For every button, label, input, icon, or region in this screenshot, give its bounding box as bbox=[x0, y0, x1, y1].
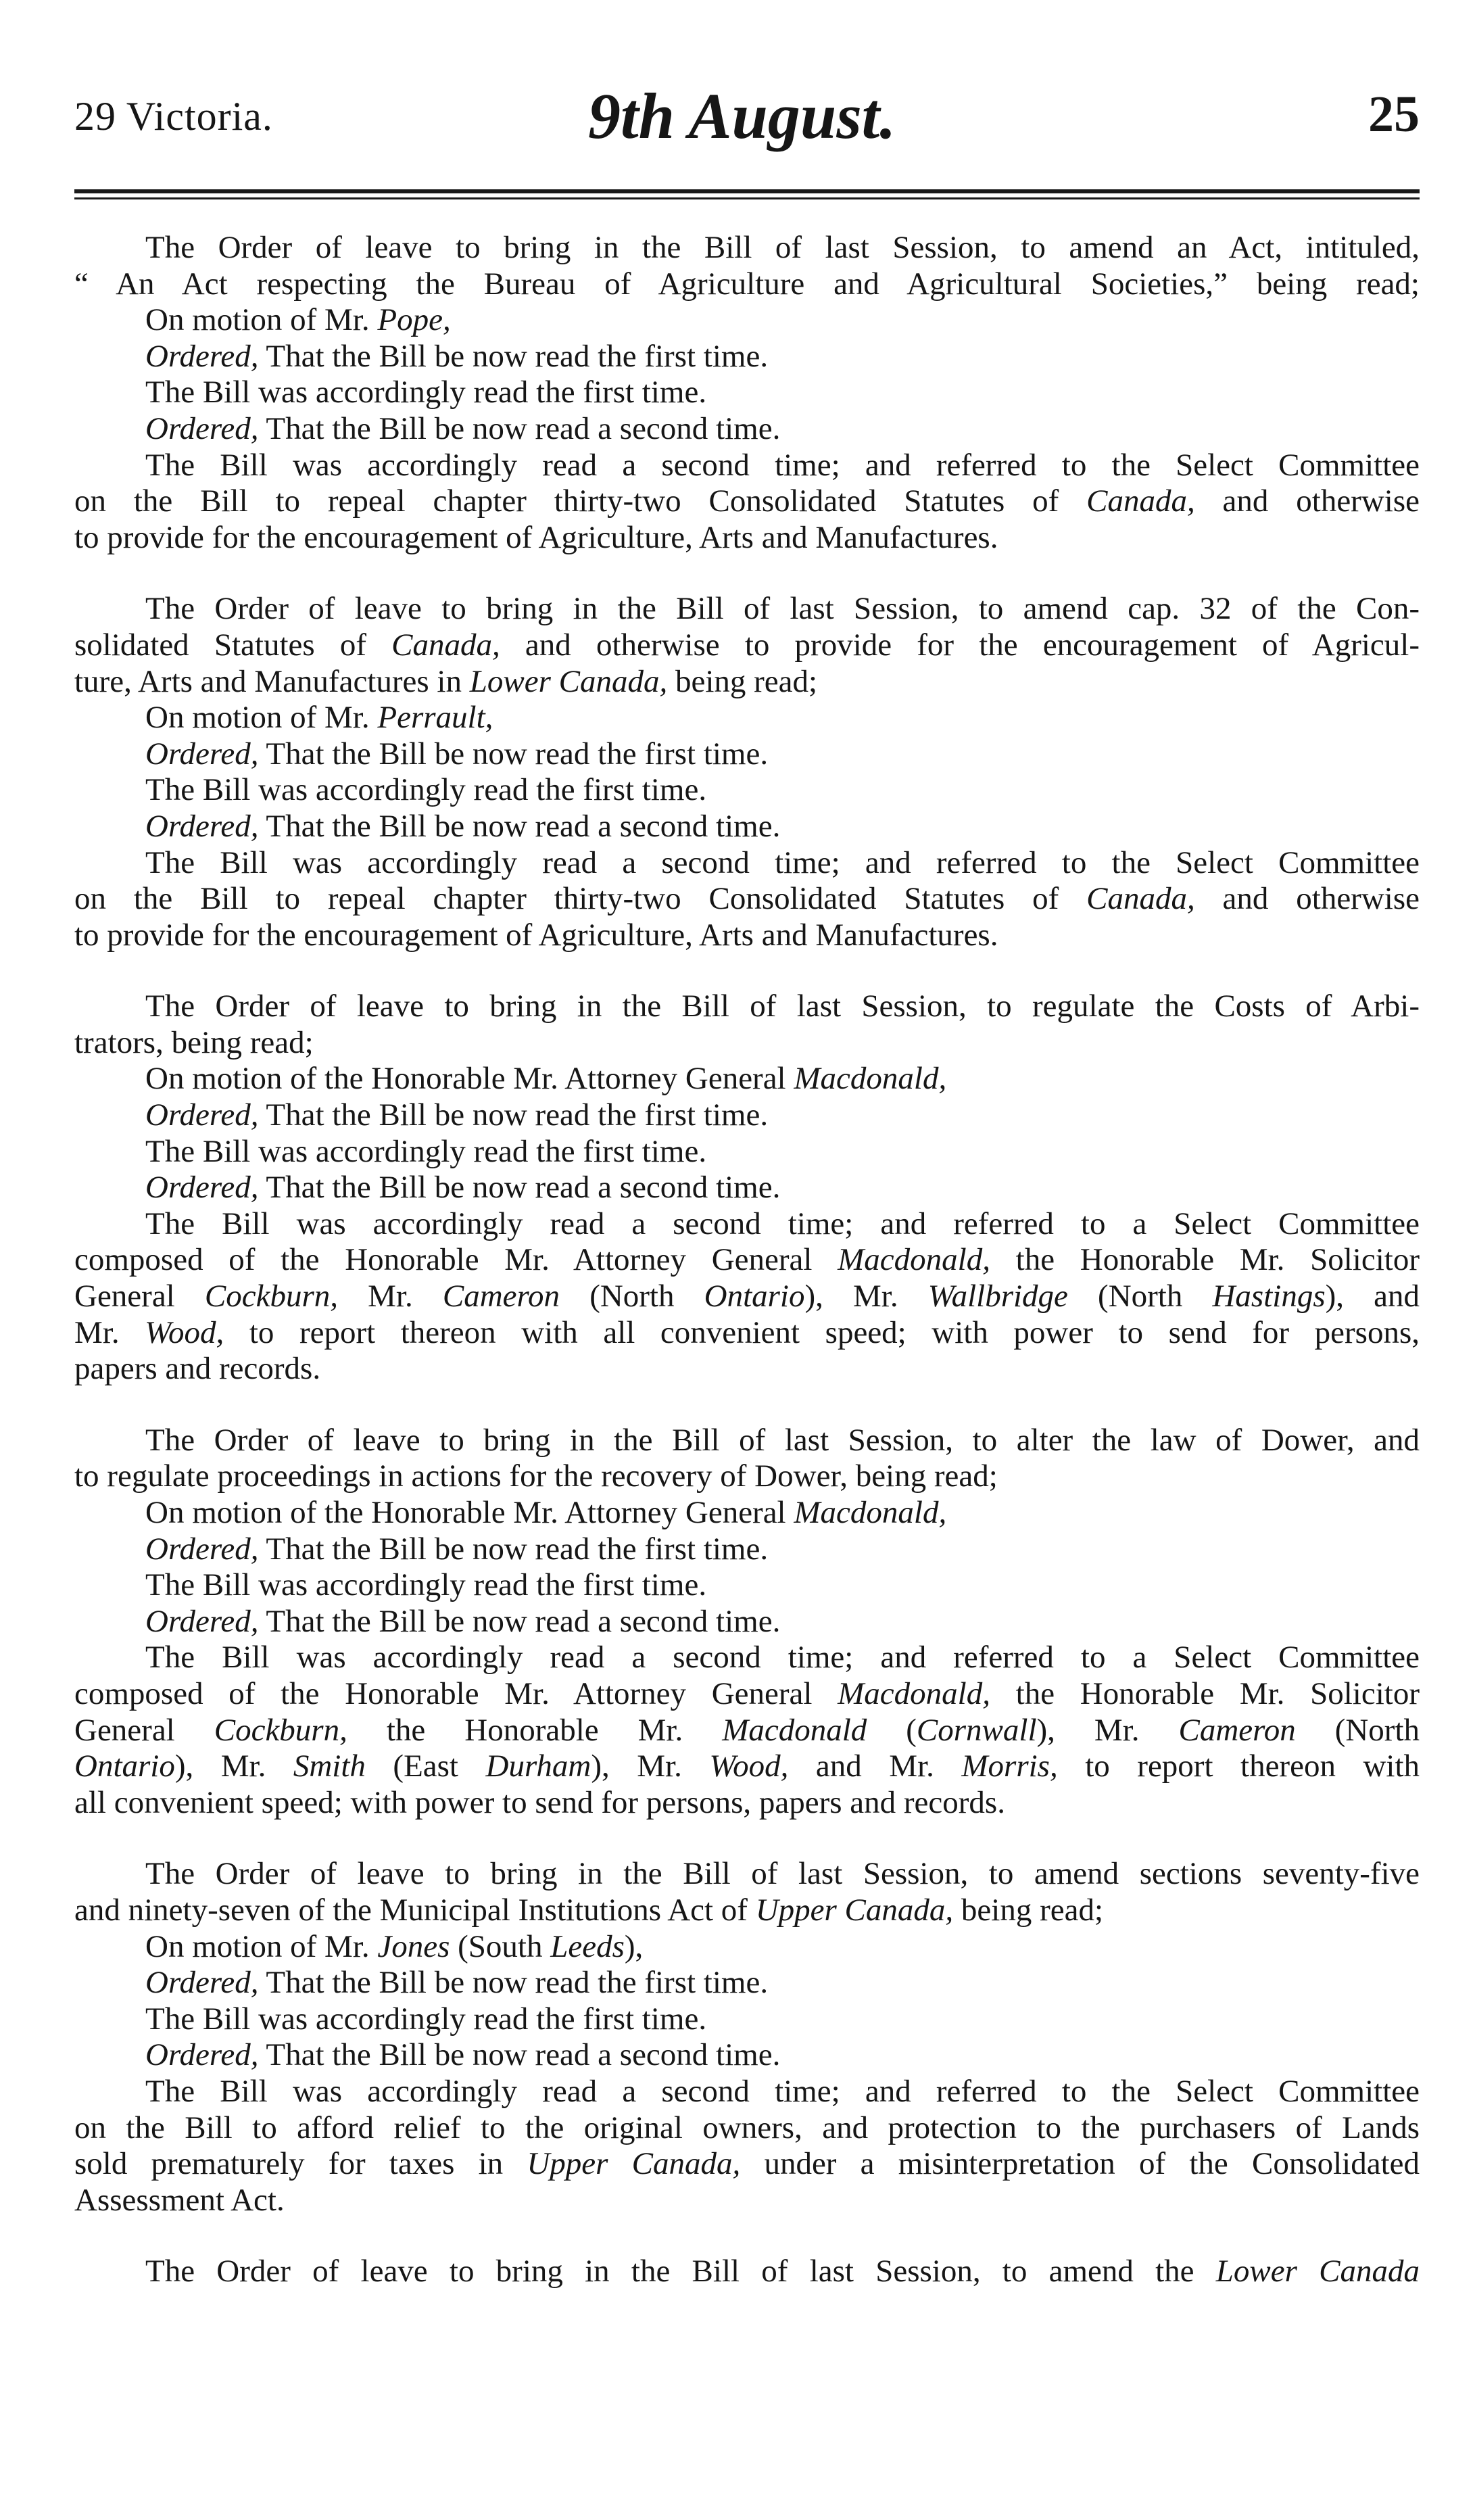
text-line: On motion of the Honorable Mr. Attorney General Macdonald, bbox=[145, 1061, 947, 1097]
regnal-year: 29 Victoria. bbox=[74, 94, 273, 139]
entry-lower-canada-continued bbox=[74, 2254, 1420, 2290]
entry-lower-canada-agriculture bbox=[74, 591, 1420, 953]
text-line: General Cockburn, Mr. Cameron (North Ontario), Mr. Wallbridge (North Hastings), and bbox=[74, 1279, 1420, 1314]
text-line: Ordered, That the Bill be now read a second time. bbox=[145, 1170, 781, 1206]
text-line: Mr. Wood, to report thereon with all convenient speed; with power to send for persons, bbox=[74, 1314, 1420, 1350]
text-line: sold prematurely for taxes in Upper Canada, under a misinterpretation of the Consolidated bbox=[74, 2146, 1420, 2182]
paragraph-gap bbox=[74, 1387, 1420, 1423]
entry-municipal-institutions-act bbox=[74, 1856, 1420, 2218]
text-line: Assessment Act. bbox=[74, 2182, 285, 2218]
paragraph-gap bbox=[74, 2218, 1420, 2254]
text-line: to provide for the encouragement of Agriculture, Arts and Manufactures. bbox=[74, 917, 998, 953]
text-line: The Bill was accordingly read the first time. bbox=[145, 375, 707, 410]
paragraph-gap bbox=[74, 1821, 1420, 1856]
text-line: Ordered, That the Bill be now read a second time. bbox=[145, 410, 781, 446]
text-line: trators, being read; bbox=[74, 1024, 314, 1060]
text-line: The Bill was accordingly read a second time; and referred to a Select Committee bbox=[145, 1640, 1420, 1675]
text-line: The Bill was accordingly read a second time; and referred to the Select Committee bbox=[145, 2073, 1420, 2109]
text-line: The Order of leave to bring in the Bill of last Session, to amend an Act, intituled, bbox=[145, 230, 1420, 265]
text-line: all convenient speed; with power to send for persons, papers and records. bbox=[74, 1784, 1005, 1820]
entry-costs-of-arbitrators bbox=[74, 989, 1420, 1387]
page-number: 25 bbox=[1368, 86, 1420, 143]
text-line: Ordered, That the Bill be now read the first time. bbox=[145, 1097, 769, 1133]
journal-text bbox=[74, 230, 1420, 2290]
text-line: composed of the Honorable Mr. Attorney General Macdonald, the Honorable Mr. Solicitor bbox=[74, 1675, 1420, 1711]
text-line: On motion of the Honorable Mr. Attorney General Macdonald, bbox=[145, 1495, 947, 1530]
text-line: The Bill was accordingly read the first time. bbox=[145, 2001, 707, 2037]
text-line: on the Bill to repeal chapter thirty-two Consolidated Statutes of Canada, and otherwise bbox=[74, 881, 1420, 917]
text-line: Ordered, That the Bill be now read the first time. bbox=[145, 736, 769, 771]
text-line: The Order of leave to bring in the Bill of last Session, to amend sections seventy-five bbox=[145, 1856, 1420, 1892]
entry-bureau-of-agriculture bbox=[74, 230, 1420, 556]
text-line: solidated Statutes of Canada, and otherwise to provide for the encouragement of Agricul- bbox=[74, 627, 1420, 663]
header-rule-thin bbox=[74, 197, 1420, 199]
text-line: On motion of Mr. Jones (South Leeds), bbox=[145, 1928, 644, 1964]
text-line: Ordered, That the Bill be now read the first time. bbox=[145, 338, 769, 374]
text-line: The Bill was accordingly read a second time; and referred to the Select Committee bbox=[145, 447, 1420, 483]
text-line: and ninety-seven of the Municipal Institutions Act of Upper Canada, being read; bbox=[74, 1892, 1104, 1928]
text-line: composed of the Honorable Mr. Attorney General Macdonald, the Honorable Mr. Solicitor bbox=[74, 1242, 1420, 1278]
text-line: The Order of leave to bring in the Bill of last Session, to regulate the Costs of Arbi- bbox=[145, 989, 1420, 1024]
text-line: on the Bill to repeal chapter thirty-two Consolidated Statutes of Canada, and otherwise bbox=[74, 483, 1420, 519]
text-line: Ontario), Mr. Smith (East Durham), Mr. Wood, and Mr. Morris, to report thereon with bbox=[74, 1749, 1420, 1784]
text-line: The Bill was accordingly read the first time. bbox=[145, 772, 707, 808]
text-line: The Bill was accordingly read a second time; and referred to the Select Committee bbox=[145, 845, 1420, 880]
text-line: Ordered, That the Bill be now read a second time. bbox=[145, 1603, 781, 1639]
entry-law-of-dower bbox=[74, 1423, 1420, 1822]
running-head bbox=[74, 73, 1420, 152]
text-line: “ An Act respecting the Bureau of Agriculture and Agricultural Societies,” being read; bbox=[74, 266, 1420, 302]
text-line: The Bill was accordingly read the first time. bbox=[145, 1567, 707, 1603]
text-line: Ordered, That the Bill be now read the first time. bbox=[145, 1965, 769, 2001]
text-line: The Bill was accordingly read a second time; and referred to a Select Committee bbox=[145, 1206, 1420, 1241]
page-date: 9th August. bbox=[588, 80, 896, 152]
text-line: papers and records. bbox=[74, 1351, 321, 1387]
text-line: to provide for the encouragement of Agriculture, Arts and Manufactures. bbox=[74, 519, 998, 555]
text-line: on the Bill to afford relief to the original owners, and protection to the purchasers of Lands bbox=[74, 2110, 1420, 2145]
text-line: The Order of leave to bring in the Bill of last Session, to alter the law of Dower, and bbox=[145, 1422, 1420, 1458]
text-line: On motion of Mr. Perrault, bbox=[145, 700, 493, 736]
text-line: Ordered, That the Bill be now read a second time. bbox=[145, 2037, 781, 2073]
text-line: On motion of Mr. Pope, bbox=[145, 302, 451, 338]
text-line: ture, Arts and Manufactures in Lower Canada, being read; bbox=[74, 663, 818, 699]
text-line: The Bill was accordingly read the first time. bbox=[145, 1133, 707, 1169]
text-line: Ordered, That the Bill be now read a second time. bbox=[145, 808, 781, 844]
text-line: to regulate proceedings in actions for the recovery of Dower, being read; bbox=[74, 1458, 998, 1494]
text-line: The Order of leave to bring in the Bill of last Session, to amend cap. 32 of the Con- bbox=[145, 591, 1420, 627]
paragraph-gap bbox=[74, 953, 1420, 989]
text-line: The Order of leave to bring in the Bill of last Session, to amend the Lower Canada bbox=[145, 2254, 1420, 2289]
text-line: General Cockburn, the Honorable Mr. Macdonald (Cornwall), Mr. Cameron (North bbox=[74, 1712, 1420, 1748]
text-line: Ordered, That the Bill be now read the first time. bbox=[145, 1531, 769, 1567]
header-rule-thick bbox=[74, 189, 1420, 193]
paragraph-gap bbox=[74, 556, 1420, 591]
